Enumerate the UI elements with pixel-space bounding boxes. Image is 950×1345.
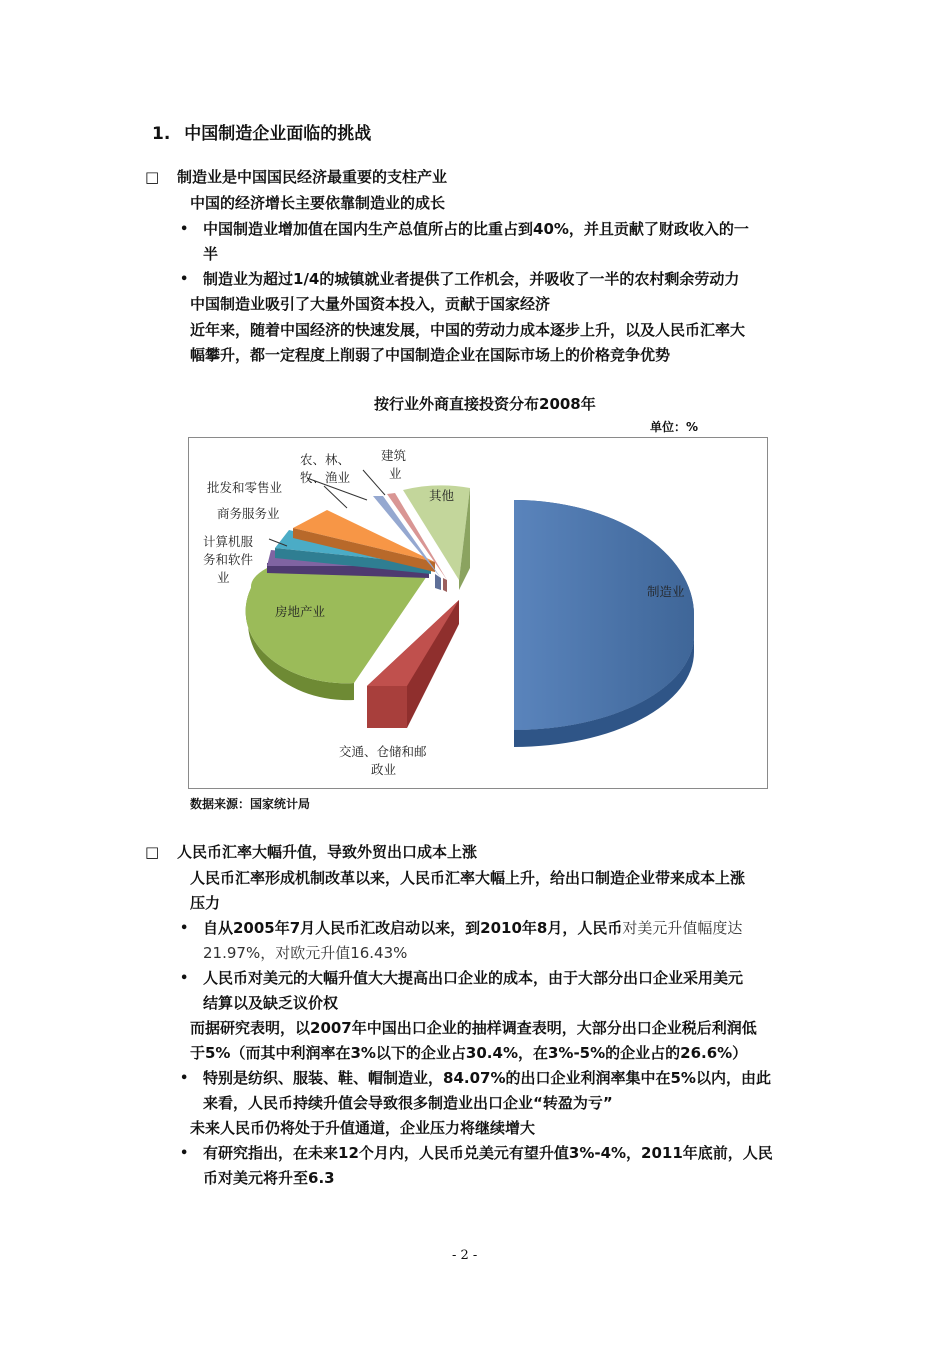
bullet-icon: • — [180, 971, 189, 986]
block2-bullet2-line2: 结算以及缺乏议价权 — [203, 994, 339, 1012]
page-number: - 2 - — [452, 1248, 478, 1263]
label-transport-line1: 交通、仓储和邮 — [339, 744, 427, 759]
block2-bullet4-line2: 币对美元将升至6.3 — [203, 1169, 335, 1187]
label-manufacturing: 制造业 — [647, 584, 685, 599]
block2-bullet1-line2: 21.97%，对欧元升值16.43% — [203, 944, 408, 962]
slice-manufacturing — [514, 500, 694, 747]
chart-frame — [188, 437, 768, 789]
block2-bullet1-line1 — [203, 915, 742, 941]
label-computer-line1: 计算机服 — [203, 534, 254, 549]
section-heading — [152, 119, 371, 144]
label-construction-line1: 建筑 — [381, 448, 407, 463]
bullet-icon: • — [180, 921, 189, 936]
label-agriculture-line1: 农、林、 — [300, 452, 351, 467]
leader-line — [363, 470, 385, 495]
leader-line — [324, 486, 347, 508]
label-computer-line2: 务和软件 — [203, 552, 254, 567]
block2-bullet1-line1-part2: 对美元升值幅度达 — [622, 919, 743, 937]
chart-unit: 单位：% — [650, 420, 699, 434]
bullet-icon: • — [180, 272, 189, 287]
bullet-icon: • — [180, 1146, 189, 1161]
block1-sub1: 中国的经济增长主要依靠制造业的成长 — [190, 194, 446, 212]
block2-bullet1-line1-part1: 自从2005年7月人民币汇改启动以来，到2010年8月，人民币 — [203, 919, 623, 937]
label-realestate: 房地产业 — [275, 604, 326, 619]
label-computer-line3: 业 — [217, 570, 230, 585]
block1-sub2: 中国制造业吸引了大量外国资本投入，贡献于国家经济 — [190, 295, 551, 313]
label-construction-line2: 业 — [389, 466, 402, 481]
chart-source: 数据来源：国家统计局 — [190, 797, 311, 811]
pie-chart — [189, 438, 767, 788]
label-wholesale: 批发和零售业 — [207, 480, 283, 495]
section-number: 1. — [152, 124, 171, 144]
block2-heading: 人民币汇率大幅升值，导致外贸出口成本上涨 — [177, 843, 478, 861]
bullet-icon: • — [180, 1071, 189, 1086]
block1-bullet2: 制造业为超过1/4的城镇就业者提供了工作机会，并吸收了一半的农村剩余劳动力 — [203, 270, 740, 288]
block2-sub3: 未来人民币仍将处于升值通道，企业压力将继续增大 — [190, 1119, 536, 1137]
label-agriculture-line2: 牧、渔业 — [300, 470, 351, 485]
block2-bullet4-line1: 有研究指出，在未来12个月内，人民币兑美元有望升值3%-4%，2011年底前，人民 — [203, 1144, 773, 1162]
block2-sub1-line1: 人民币汇率形成机制改革以来，人民币汇率大幅上升，给出口制造企业带来成本上涨 — [190, 869, 746, 887]
block2-bullet2-line1: 人民币对美元的大幅升值大大提高出口企业的成本，由于大部分出口企业采用美元 — [203, 969, 744, 987]
label-transport-line2: 政业 — [371, 762, 397, 777]
block2-bullet3-line1: 特别是纺织、服装、鞋、帽制造业，84.07%的出口企业利润率集中在5%以内，由此 — [203, 1069, 771, 1087]
bullet-icon: • — [180, 222, 189, 237]
block2-bullet3-line2: 来看，人民币持续升值会导致很多制造业出口企业“转盈为亏” — [203, 1094, 613, 1112]
chart-title: 按行业外商直接投资分布2008年 — [374, 395, 596, 413]
block1-sub3-line1: 近年来，随着中国经济的快速发展，中国的劳动力成本逐步上升，以及人民币汇率大 — [190, 321, 746, 339]
block1-heading: 制造业是中国国民经济最重要的支柱产业 — [177, 168, 448, 186]
label-other: 其他 — [429, 488, 455, 503]
block2-sub2-line1: 而据研究表明，以2007年中国出口企业的抽样调查表明，大部分出口企业税后利润低 — [190, 1019, 757, 1037]
block2-sub2-line2: 于5%（而其中利润率在3%以下的企业占30.4%，在3%-5%的企业占的26.6%） — [190, 1044, 748, 1062]
block1-sub3-line2: 幅攀升，都一定程度上削弱了中国制造企业在国际市场上的价格竞争优势 — [190, 346, 671, 364]
block1-bullet1-line1: 中国制造业增加值在国内生产总值所占的比重占到40%，并且贡献了财政收入的一 — [203, 220, 749, 238]
checkbox-icon: □ — [145, 168, 160, 186]
section-title: 中国制造企业面临的挑战 — [184, 124, 372, 144]
block1-bullet1-line2: 半 — [203, 245, 219, 263]
block2-sub1-line2: 压力 — [190, 894, 221, 912]
label-business: 商务服务业 — [217, 506, 280, 521]
checkbox-icon: □ — [145, 843, 160, 861]
